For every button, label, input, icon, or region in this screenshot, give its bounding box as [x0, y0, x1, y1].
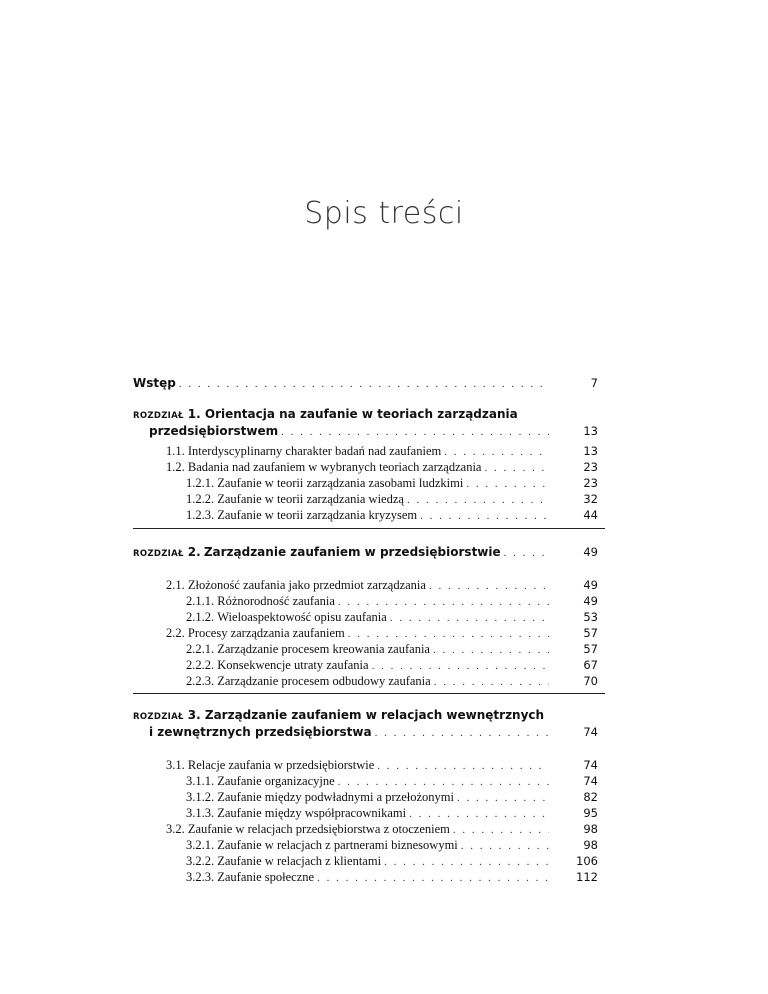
toc-entry-2-1-2: [186, 609, 553, 626]
toc-entry-label: Zaufanie w teorii zarządzania wiedzą: [217, 492, 404, 506]
toc-page-number: 44: [583, 508, 598, 522]
chapter-number: 3.: [187, 708, 201, 722]
leader-dots: [317, 870, 549, 886]
toc-page-number: 49: [583, 578, 598, 592]
toc-entry-label: Interdyscyplinarny charakter badań nad zaufaniem: [187, 444, 442, 458]
section-number: 2.2.: [166, 626, 185, 640]
toc-entry-label: Zaufanie między podwładnymi a przełożonymi: [217, 790, 454, 804]
section-number: 1.1.: [166, 444, 185, 458]
toc-page-number: 7: [590, 376, 598, 390]
leader-dots: [348, 626, 549, 642]
toc-page-number: 98: [583, 822, 598, 836]
toc-entry-2-2-1: [186, 641, 553, 658]
toc-entry-3-1-2: [186, 789, 553, 806]
toc-entry-label: Różnorodność zaufania: [217, 594, 335, 608]
toc-page-number: 32: [583, 492, 598, 506]
section-number: 2.1.: [166, 578, 185, 592]
toc-page-number: 74: [583, 758, 598, 772]
chapter-title: Zarządzanie zaufaniem w przedsiębiorstwie: [203, 545, 501, 559]
chapter-title-line2: przedsiębiorstwem: [149, 424, 279, 438]
toc-entry-label: Zaufanie w teorii zarządzania kryzysem: [217, 508, 418, 522]
leader-dots: [409, 806, 549, 822]
toc-page-number: 95: [583, 806, 598, 820]
toc-entry-label: Procesy zarządzania zaufaniem: [187, 626, 345, 640]
toc-entry-label: Konsekwencje utraty zaufania: [217, 658, 369, 672]
toc-entry-2-1-1: [186, 593, 553, 610]
section-number: 3.2.3.: [186, 870, 215, 884]
toc-page-number: 70: [583, 674, 598, 688]
section-divider: [133, 693, 605, 694]
toc-entry-3-2-2: [186, 853, 553, 870]
toc-entry-wstep: [133, 375, 553, 392]
section-number: 1.2.3.: [186, 508, 215, 522]
chapter-title-line1: Orientacja na zaufanie w teoriach zarządzania: [204, 407, 518, 421]
leader-dots: [504, 545, 549, 561]
chapter-prefix: ROZDZIAŁ: [133, 549, 184, 559]
leader-dots: [429, 578, 549, 594]
section-number: 2.2.1.: [186, 642, 215, 656]
section-number: 2.2.2.: [186, 658, 215, 672]
toc-page-number: 23: [583, 476, 598, 490]
chapter-prefix: ROZDZIAŁ: [133, 411, 184, 421]
leader-dots: [281, 424, 549, 440]
toc-page-number: 106: [576, 854, 598, 868]
toc-chapter-3-line2: [149, 724, 553, 741]
toc-entry-2-1: [166, 577, 553, 594]
leader-dots: [461, 838, 549, 854]
toc-chapter-1-line1: [133, 406, 518, 424]
toc-page-number: 23: [583, 460, 598, 474]
toc-page-number: 74: [583, 725, 598, 739]
leader-dots: [338, 774, 549, 790]
section-number: 2.1.2.: [186, 610, 215, 624]
section-number: 3.2.2.: [186, 854, 215, 868]
toc-entry-3-2-1: [186, 837, 553, 854]
section-number: 1.2.2.: [186, 492, 215, 506]
toc-entry-3-1-3: [186, 805, 553, 822]
section-number: 1.2.: [166, 460, 185, 474]
toc-page-number: 98: [583, 838, 598, 852]
toc-entry-label: Badania nad zaufaniem w wybranych teoriach zarządzania: [187, 460, 482, 474]
leader-dots: [484, 460, 549, 476]
section-divider: [133, 528, 605, 529]
chapter-title-line2: i zewnętrznych przedsiębiorstwa: [149, 725, 372, 739]
leader-dots: [375, 725, 549, 741]
chapter-prefix: ROZDZIAŁ: [133, 712, 184, 722]
leader-dots: [434, 674, 549, 690]
toc-entry-label: Wieloaspektowość opisu zaufania: [217, 610, 387, 624]
toc-entry-2-2-3: [186, 673, 553, 690]
leader-dots: [466, 476, 549, 492]
toc-page-number: 74: [583, 774, 598, 788]
toc-chapter-2: [133, 544, 553, 562]
leader-dots: [377, 758, 549, 774]
toc-entry-label: Zaufanie organizacyjne: [217, 774, 335, 788]
section-number: 3.2.: [166, 822, 185, 836]
toc-entry-1-2-2: [186, 491, 553, 508]
toc-entry-label: Zaufanie między współpracownikami: [217, 806, 407, 820]
toc-page-number: 67: [583, 658, 598, 672]
leader-dots: [179, 376, 549, 392]
leader-dots: [407, 492, 549, 508]
toc-entry-3-1-1: [186, 773, 553, 790]
toc-entry-label: Zaufanie w relacjach z partnerami biznesowymi: [217, 838, 458, 852]
toc-page-number: 57: [583, 626, 598, 640]
toc-entry-label: Zarządzanie procesem odbudowy zaufania: [217, 674, 431, 688]
section-number: 3.1.1.: [186, 774, 215, 788]
toc-entry-label: Relacje zaufania w przedsiębiorstwie: [187, 758, 375, 772]
toc-page-number: 82: [583, 790, 598, 804]
section-number: 2.1.1.: [186, 594, 215, 608]
toc-page-number: 13: [583, 444, 598, 458]
leader-dots: [390, 610, 549, 626]
section-number: 3.1.3.: [186, 806, 215, 820]
section-number: 3.2.1.: [186, 838, 215, 852]
toc-entry-1-2-3: [186, 507, 553, 524]
leader-dots: [384, 854, 549, 870]
section-number: 3.1.: [166, 758, 185, 772]
toc-page-number: 57: [583, 642, 598, 656]
leader-dots: [338, 594, 549, 610]
toc-entry-label: Złożoność zaufania jako przedmiot zarządzania: [187, 578, 426, 592]
leader-dots: [372, 658, 549, 674]
toc-entry-3-1: [166, 757, 553, 774]
toc-entry-2-2-2: [186, 657, 553, 674]
toc-entry-label: Zaufanie w relacjach z klientami: [217, 854, 382, 868]
toc-page-number: 49: [583, 594, 598, 608]
toc-chapter-1-line2: [149, 423, 553, 440]
toc-page-number: 112: [576, 870, 598, 884]
page-title: Spis treści: [304, 196, 464, 231]
chapter-number: 1.: [187, 407, 201, 421]
toc-entry-label: Wstęp: [133, 376, 176, 390]
toc-page-number: 13: [583, 424, 598, 438]
toc-chapter-3-line1: [133, 707, 544, 725]
toc-entry-3-2-3: [186, 869, 553, 886]
toc-entry-label: Zaufanie w teorii zarządzania zasobami ludzkimi: [217, 476, 464, 490]
toc-page-number: 49: [583, 545, 598, 559]
toc-entry-label: Zaufanie w relacjach przedsiębiorstwa z otoczeniem: [187, 822, 450, 836]
leader-dots: [444, 444, 549, 460]
section-number: 1.2.1.: [186, 476, 215, 490]
leader-dots: [420, 508, 549, 524]
toc-page-number: 53: [583, 610, 598, 624]
section-number: 2.2.3.: [186, 674, 215, 688]
toc-entry-label: Zaufanie społeczne: [217, 870, 315, 884]
leader-dots: [433, 642, 549, 658]
leader-dots: [453, 822, 549, 838]
leader-dots: [457, 790, 549, 806]
toc-entry-1-1: [166, 443, 553, 460]
toc-entry-3-2: [166, 821, 553, 838]
section-number: 3.1.2.: [186, 790, 215, 804]
toc-entry-1-2-1: [186, 475, 553, 492]
chapter-title-line1: Zarządzanie zaufaniem w relacjach wewnętrznych: [204, 708, 545, 722]
toc-entry-label: Zarządzanie procesem kreowania zaufania: [217, 642, 430, 656]
chapter-number: 2.: [187, 545, 201, 559]
toc-entry-1-2: [166, 459, 553, 476]
toc-entry-2-2: [166, 625, 553, 642]
